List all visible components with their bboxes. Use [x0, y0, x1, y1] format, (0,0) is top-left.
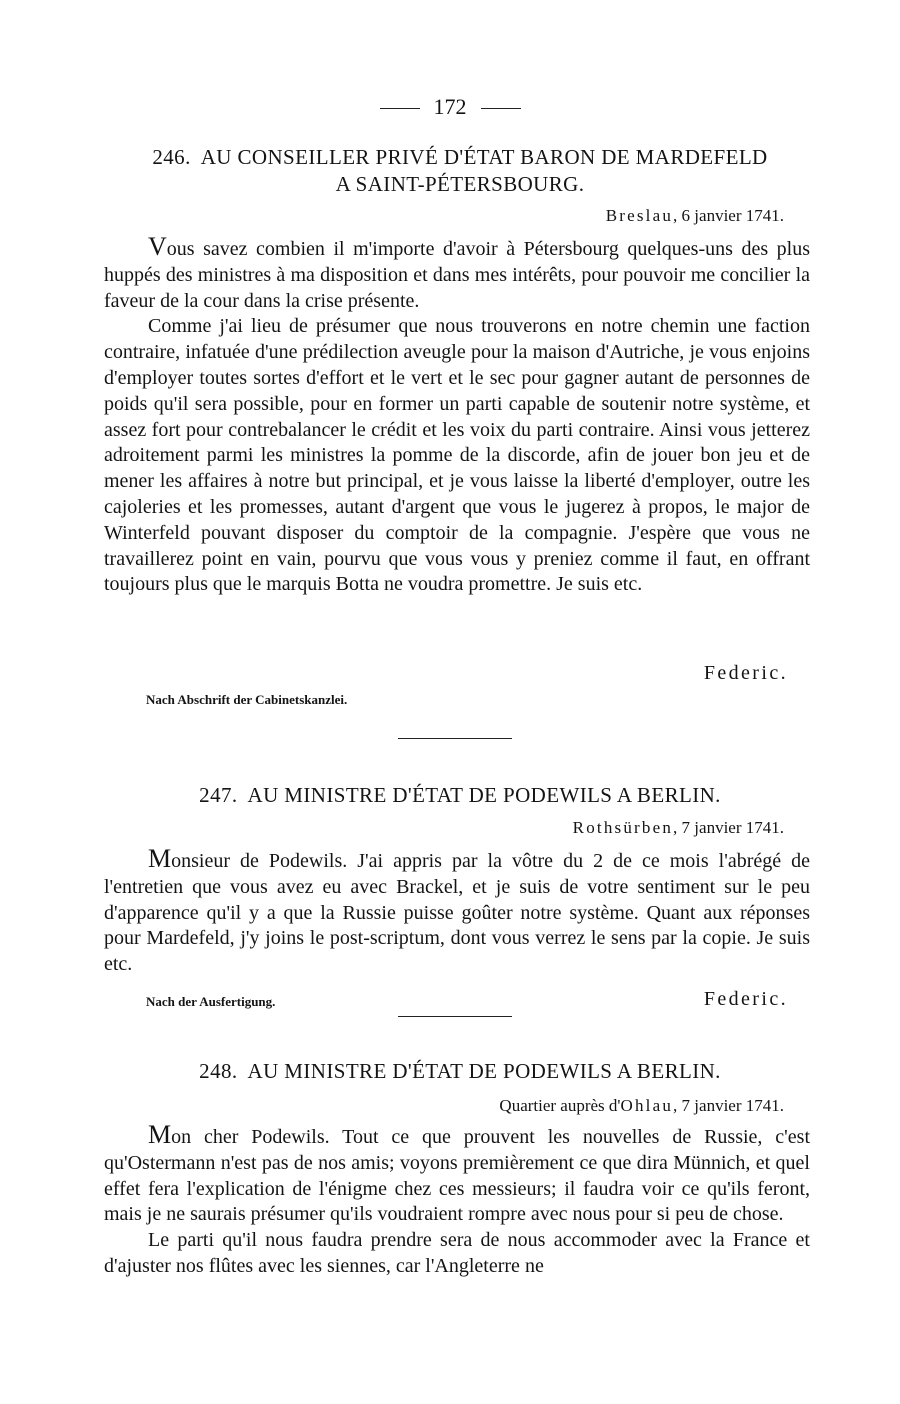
dateline-date: , 7 janvier 1741. — [673, 1096, 784, 1115]
letter-heading-line2: A SAINT-PÉTERSBOURG. — [335, 172, 585, 196]
body-paragraph — [104, 234, 810, 314]
letter-heading-line1: AU CONSEILLER PRIVÉ D'ÉTAT BARON DE MARDEFELD — [200, 145, 768, 169]
paragraph-text: ous savez combien il m'importe d'avoir à Pétersbourg quelques-uns des plus huppés des ministres à ma disposition et dans mes intérêts, pour pouvoir me concilier la faveur de la cour dans la crise présente. — [104, 238, 810, 312]
body-paragraph — [104, 314, 810, 598]
letter-number: 246. — [152, 145, 191, 169]
page-number-dash-right — [481, 108, 521, 109]
letter-heading-line1: AU MINISTRE D'ÉTAT DE PODEWILS A BERLIN. — [247, 1059, 721, 1083]
section-divider — [398, 1016, 512, 1017]
letter-number: 247. — [199, 783, 238, 807]
body-paragraph — [104, 1122, 810, 1228]
page-number-line — [0, 94, 900, 120]
letter-247-dateline — [573, 818, 784, 838]
page-number: 172 — [433, 94, 467, 119]
letter-246-heading — [100, 144, 820, 198]
letter-246-body — [104, 234, 810, 598]
letter-248-body — [104, 1122, 810, 1280]
page-number-dash-left — [380, 108, 420, 109]
dateline-place: Ohlau — [620, 1096, 674, 1115]
letter-247-signature: Federic. — [703, 988, 788, 1010]
paragraph-text: on cher Podewils. Tout ce que prouvent les nouvelles de Russie, c'est qu'Ostermann n'est pas de nos amis; voyons premièrement ce que dira Münnich, et quel effet fera l'explication de l'énigme chez ces messieurs; il faudra voir ce qu'ils feront, mais je ne saurais présumer qu'ils voudraient rompre avec nous pour si peu de chose. — [104, 1126, 810, 1226]
letter-247-body — [104, 846, 810, 978]
letter-246-source: Nach Abschrift der Cabinetskanzlei. — [146, 692, 348, 707]
letter-248-dateline — [499, 1096, 784, 1116]
letter-248-heading — [120, 1058, 800, 1085]
letter-247-heading — [120, 782, 800, 809]
dateline-place: Breslau — [605, 206, 674, 225]
paragraph-text: onsieur de Podewils. J'ai appris par la vôtre du 2 de ce mois l'abrégé de l'entretien que vous avez eu avec Brackel, et je suis de votre sentiment sur le peu d'apparence qu'il y a que la Russie puisse goûter notre système. Quant aux réponses pour Mardefeld, j'y joins le post-scriptum, dont vous verrez le sens par la copie. Je suis etc. — [104, 850, 810, 976]
dateline-date: , 7 janvier 1741. — [673, 818, 784, 837]
body-paragraph — [104, 1228, 810, 1280]
letter-246-dateline — [606, 206, 784, 226]
dateline-prefix: Quartier auprès d' — [499, 1096, 621, 1115]
dateline-date: , 6 janvier 1741. — [673, 206, 784, 225]
dateline-place: Rothsürben — [572, 818, 674, 837]
section-divider — [398, 738, 512, 739]
initial-letter: M — [148, 1120, 172, 1149]
letter-246-signature: Federic. — [703, 662, 788, 684]
initial-letter: M — [148, 844, 172, 873]
letter-247-source: Nach der Ausfertigung. — [146, 994, 276, 1009]
paragraph-text: Le parti qu'il nous faudra prendre sera de nous accommoder avec la France et d'ajuster nos flûtes avec les siennes, car l'Angleterre ne — [104, 1229, 810, 1277]
paragraph-text: Comme j'ai lieu de présumer que nous trouverons en notre chemin une faction contraire, infatuée d'une prédilection aveugle pour la maison d'Autriche, je vous enjoins d'employer toutes sortes d'effort et le vert et le sec pour gagner autant de personnes de poids qu'il sera possible, pour en former un parti capable de soutenir notre système, et assez fort pour contrebalancer le crédit et les voix du parti contraire. Ainsi vous jetterez adroitement parmi les ministres la pomme de la discorde, afin de jouer bon jeu et de mener les affaires à notre but principal, et je vous laisse la liberté d'employer, outre les cajoleries et les promesses, autant d'argent que vous le jugerez à propos, le major de Winterfeld pouvant disposer du comptoir de la compagnie. J'espère que vous ne travaillerez point en vain, pourvu que vous vous y preniez comme il faut, en offrant toujours plus que le marquis Botta ne voudra promettre. Je suis etc. — [104, 315, 810, 596]
letter-number: 248. — [199, 1059, 238, 1083]
body-paragraph — [104, 846, 810, 978]
letter-heading-line1: AU MINISTRE D'ÉTAT DE PODEWILS A BERLIN. — [247, 783, 721, 807]
initial-letter: V — [148, 232, 167, 261]
